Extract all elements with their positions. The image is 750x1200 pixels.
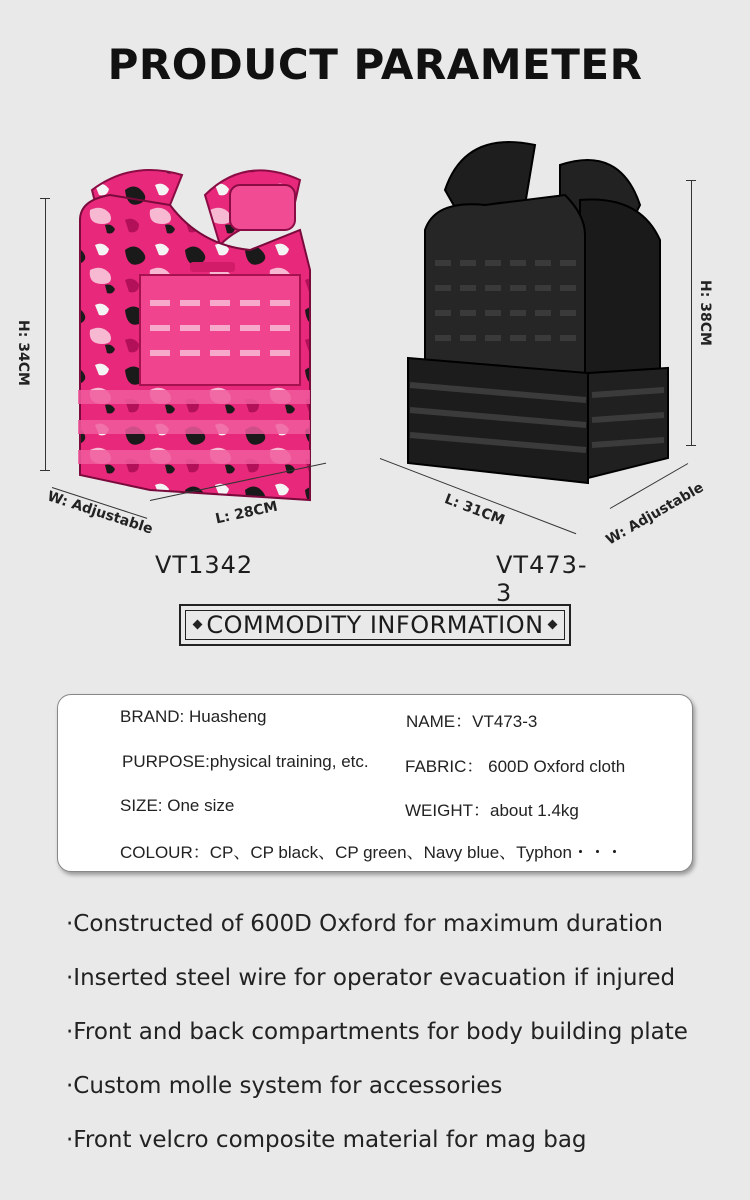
brand-label: BRAND: (120, 707, 185, 726)
feature-item: ·Front and back compartments for body building plate (66, 1019, 688, 1045)
model-vt473-3: VT473-3 (496, 551, 588, 607)
purpose-row (122, 752, 369, 772)
name-label: NAME： (406, 712, 473, 731)
fabric-row (405, 752, 625, 777)
weight-value: about 1.4kg (490, 801, 579, 820)
size-value: One size (167, 796, 235, 815)
purpose-label: PURPOSE: (122, 752, 210, 771)
size-label: SIZE: (120, 796, 163, 815)
height-label: H: 38CM (696, 280, 713, 346)
page-title: PRODUCT PARAMETER (107, 40, 643, 89)
colour-value: CP、CP black、CP green、Navy blue、Typhon・・・ (209, 843, 623, 862)
fabric-label: FABRIC： (405, 757, 484, 776)
feature-item: ·Custom molle system for accessories (66, 1073, 503, 1099)
fabric-value: 600D Oxford cloth (488, 757, 626, 776)
brand-row (120, 707, 266, 727)
feature-item: ·Front velcro composite material for mag bag (66, 1127, 587, 1153)
name-row (406, 707, 537, 732)
commodity-information-banner (179, 604, 571, 646)
name-value: VT473-3 (472, 712, 538, 731)
weight-label: WEIGHT： (405, 801, 490, 820)
brand-value: Huasheng (188, 707, 267, 726)
length-label: L: 28CM (214, 498, 280, 528)
black-vest-image (0, 0, 750, 560)
banner-title: COMMODITY INFORMATION (206, 611, 544, 639)
width-label: W: Adjustable (45, 488, 155, 538)
weight-row (405, 796, 579, 821)
height-label: H: 34CM (14, 320, 31, 386)
height-dimension-line (691, 180, 692, 445)
purpose-value: physical training, etc. (209, 752, 369, 771)
model-vt1342: VT1342 (155, 551, 254, 579)
commodity-info-card (57, 694, 693, 872)
colour-row (120, 838, 623, 863)
length-label: L: 31CM (442, 491, 507, 529)
feature-item: ·Constructed of 600D Oxford for maximum duration (66, 911, 663, 937)
feature-item: ·Inserted steel wire for operator evacuation if injured (66, 965, 676, 991)
width-label: W: Adjustable (603, 479, 707, 549)
size-row (120, 796, 234, 816)
colour-label: COLOUR： (120, 843, 210, 862)
